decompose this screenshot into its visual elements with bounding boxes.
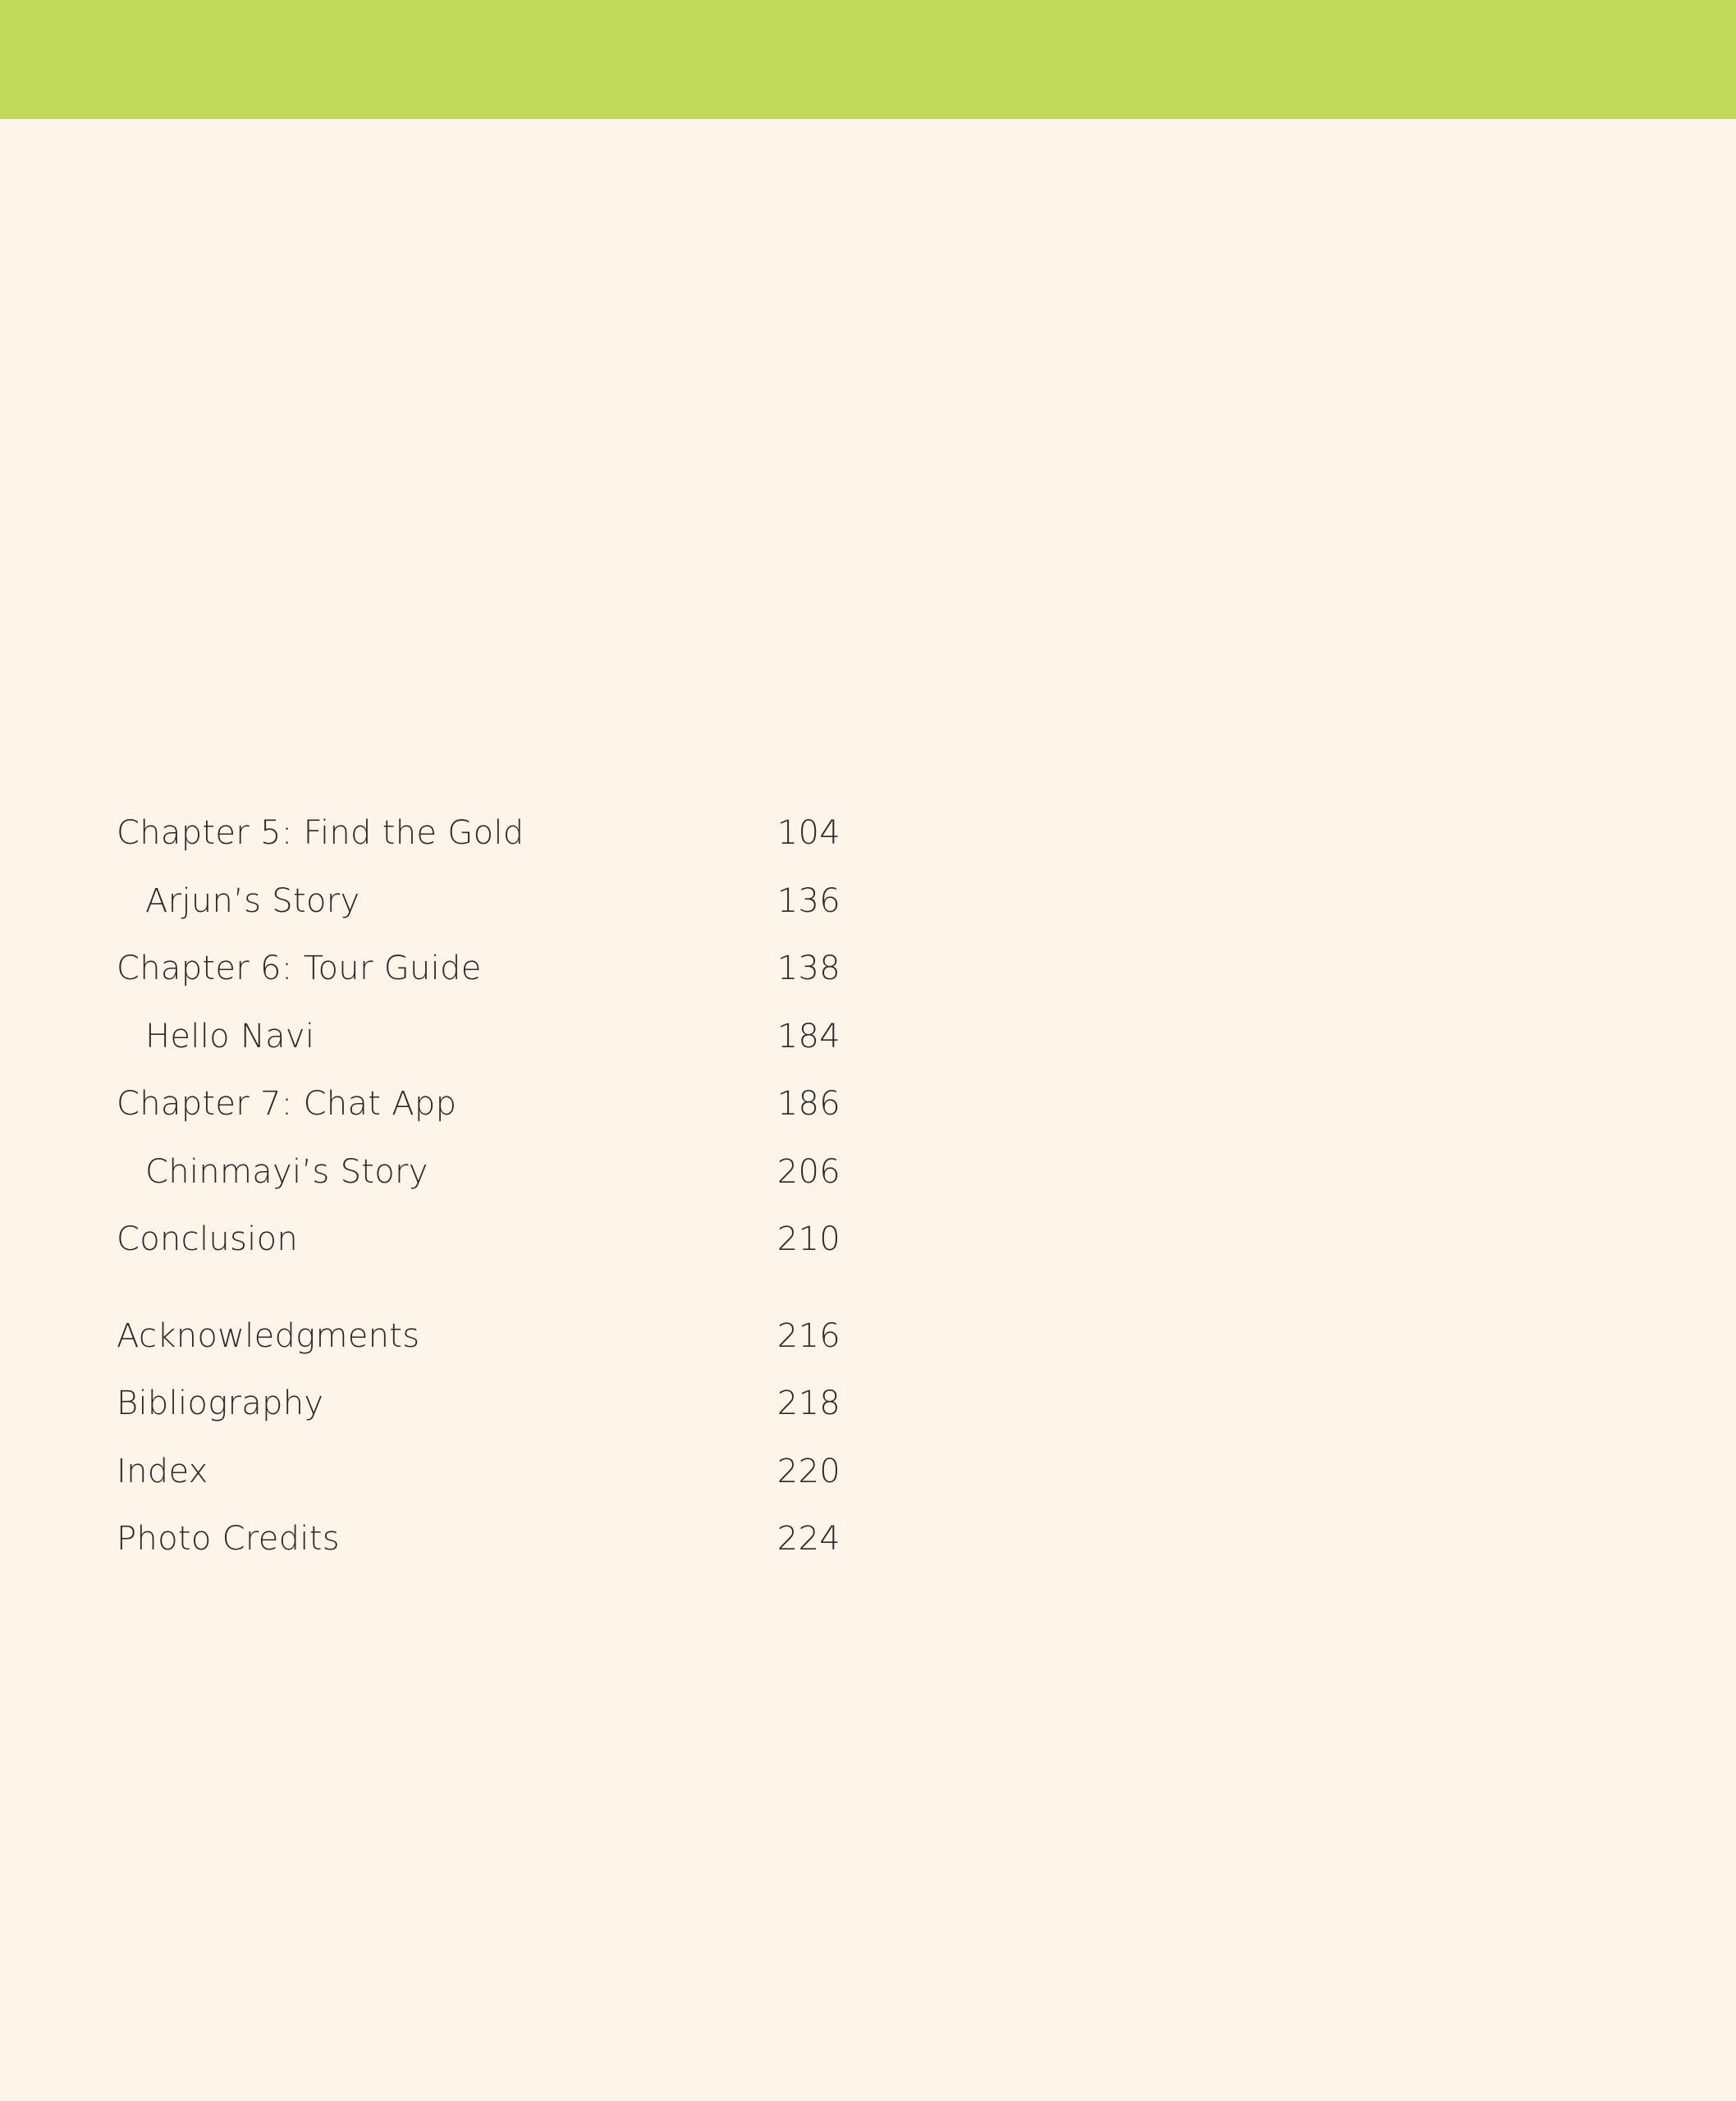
toc-entry-chapter-5[interactable] (117, 814, 845, 882)
toc-entry-chinmayis-story[interactable] (117, 1153, 845, 1221)
toc-entry-chapter-7[interactable] (117, 1085, 845, 1153)
toc-entry-page-number: 186 (776, 1085, 841, 1123)
toc-entry-title: Chinmayi’s Story (145, 1152, 428, 1191)
toc-entry-title: Chapter 5: Find the Gold (117, 814, 524, 852)
toc-entry-hello-navi[interactable] (117, 1018, 845, 1086)
toc-entry-conclusion[interactable] (117, 1220, 845, 1289)
toc-entry-page-number: 136 (776, 881, 841, 920)
toc-entry-chapter-6[interactable] (117, 950, 845, 1018)
toc-entry-title: Hello Navi (145, 1017, 315, 1055)
toc-entry-page-number: 206 (776, 1152, 841, 1191)
toc-entry-bibliography[interactable] (117, 1385, 845, 1453)
toc-entry-page-number: 216 (776, 1316, 841, 1355)
toc-entry-page-number: 104 (776, 814, 841, 852)
toc-entry-arjuns-story[interactable] (117, 882, 845, 950)
toc-entry-title: Conclusion (117, 1220, 298, 1258)
toc-entry-title: Chapter 7: Chat App (117, 1085, 457, 1123)
top-color-band (0, 0, 1736, 119)
toc-entry-title: Chapter 6: Tour Guide (117, 950, 482, 987)
table-of-contents (117, 814, 845, 1588)
toc-section-spacer (117, 1289, 845, 1317)
toc-entry-page-number: 210 (776, 1220, 841, 1258)
toc-entry-page-number: 224 (776, 1520, 841, 1558)
toc-entry-acknowledgments[interactable] (117, 1317, 845, 1385)
toc-entry-page-number: 218 (776, 1385, 841, 1422)
toc-entry-title: Arjun’s Story (145, 881, 360, 920)
toc-entry-title: Bibliography (117, 1385, 324, 1422)
toc-entry-title: Photo Credits (117, 1520, 340, 1558)
toc-entry-title: Index (117, 1452, 208, 1490)
toc-entry-title: Acknowledgments (117, 1316, 420, 1355)
toc-entry-page-number: 184 (776, 1017, 841, 1055)
toc-entry-page-number: 138 (776, 950, 841, 987)
toc-entry-index[interactable] (117, 1453, 845, 1521)
toc-entry-page-number: 220 (776, 1452, 841, 1490)
toc-entry-photo-credits[interactable] (117, 1520, 845, 1588)
